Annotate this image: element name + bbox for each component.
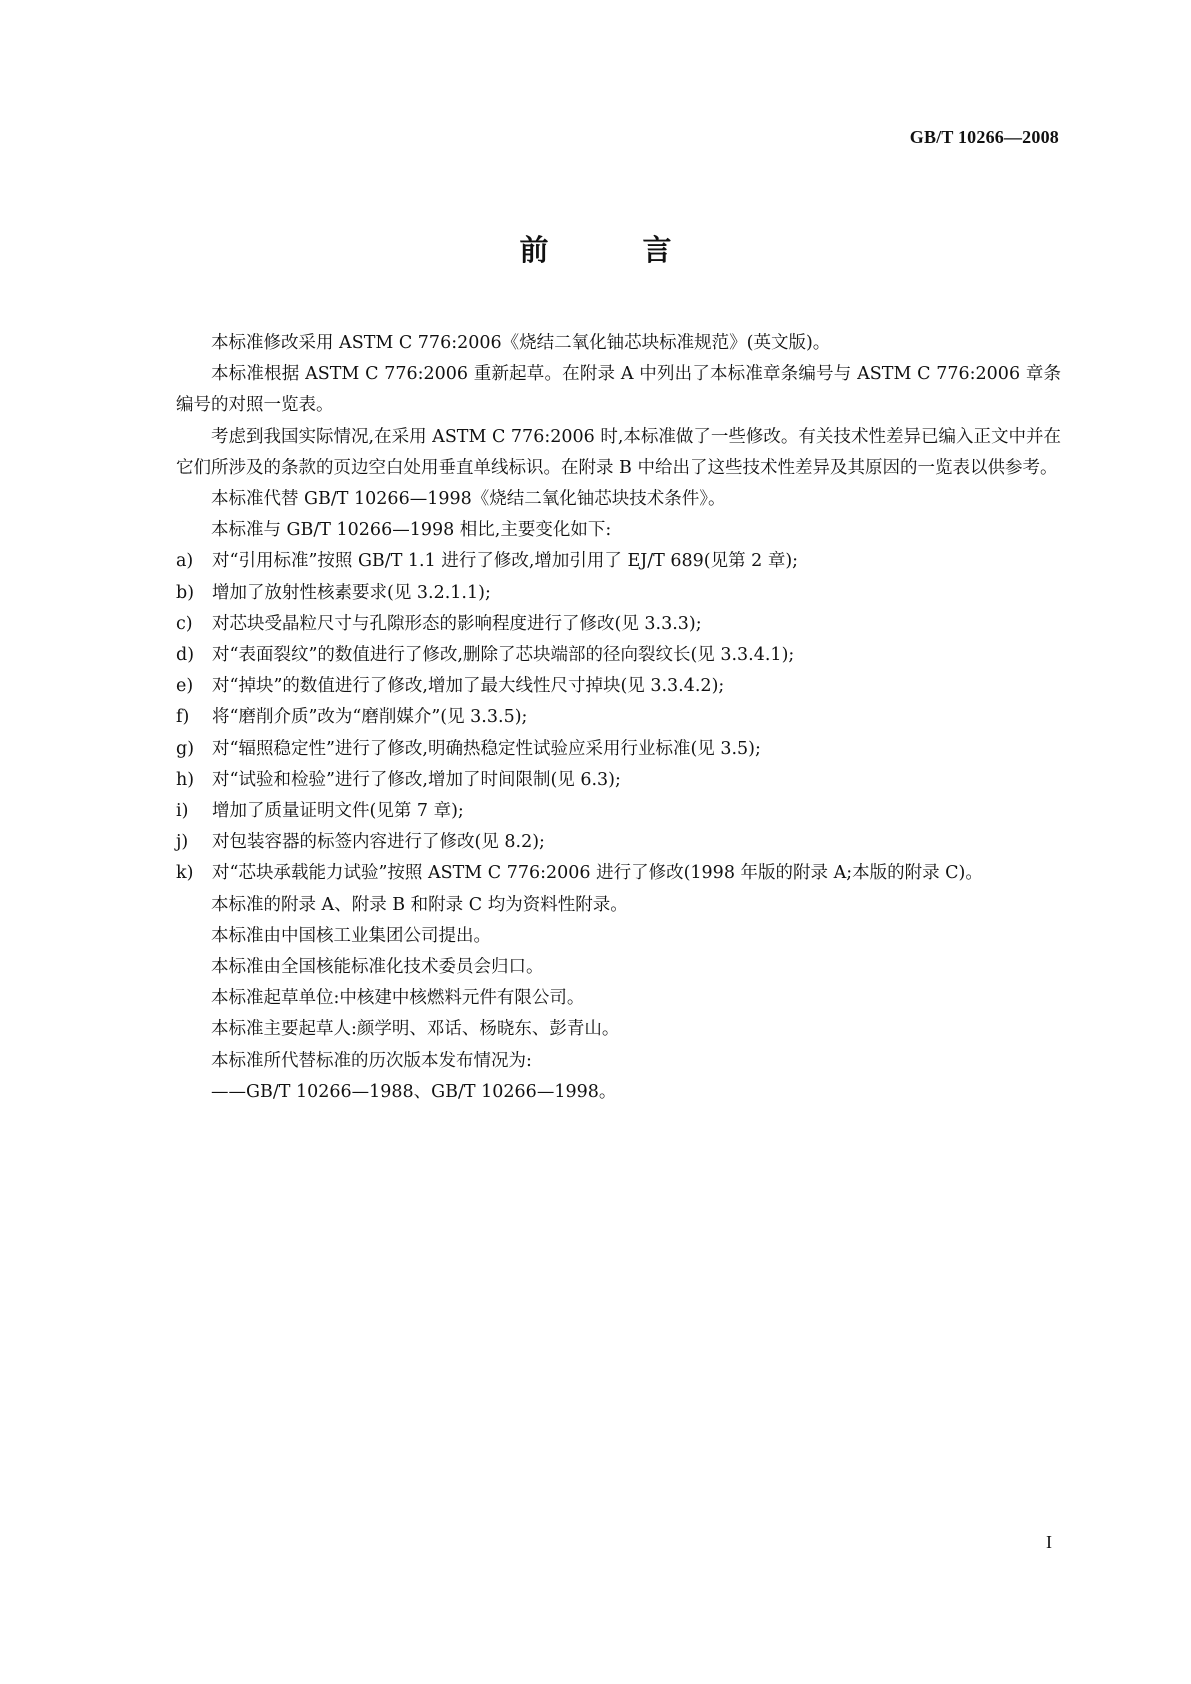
list-marker: j) (176, 832, 189, 853)
paragraph: 本标准代替 GB/T 10266—1998《烧结二氧化铀芯块技术条件》。 (211, 489, 726, 510)
paragraph: 考虑到我国实际情况,在采用 ASTM C 776:2006 时,本标准做了一些修改。有关技术性差异已编入正文中并在它们所涉及的条款的页边空白处用垂直单线标识。在附录 B 中给出了这些技术性差异及其原因的一览表以供参考。 (176, 426, 1061, 478)
list-item-text: 对“试验和检验”进行了修改,增加了时间限制(见 6.3); (212, 769, 621, 790)
list-item (176, 546, 1061, 577)
list-marker: i) (176, 801, 189, 822)
paragraph: 本标准由中国核工业集团公司提出。 (211, 925, 491, 946)
paragraph: 本标准起草单位:中核建中核燃料元件有限公司。 (211, 988, 585, 1009)
list-item-text: 对包装容器的标签内容进行了修改(见 8.2); (212, 832, 545, 853)
list-item (176, 609, 1061, 640)
foreword-body (176, 328, 1061, 1108)
list-marker: d) (176, 645, 195, 666)
page-number: I (1046, 1532, 1052, 1552)
list-marker: c) (176, 613, 193, 634)
page-title: 前 言 (519, 233, 714, 267)
paragraph: 本标准修改采用 ASTM C 776:2006《烧结二氧化铀芯块标准规范》(英文版)。 (211, 333, 831, 353)
list-item-text: 将“磨削介质”改为“磨削媒介”(见 3.3.5); (212, 707, 528, 728)
list-item (176, 827, 1061, 858)
list-item-text: 对“芯块承载能力试验”按照 ASTM C 776:2006 进行了修改(1998 年版的附录 A;本版的附录 C)。 (212, 863, 983, 884)
list-item (176, 671, 1061, 702)
list-item-text: 对“表面裂纹”的数值进行了修改,删除了芯块端部的径向裂纹长(见 3.3.4.1); (212, 645, 795, 666)
list-item-text: 对“辐照稳定性”进行了修改,明确热稳定性试验应采用行业标准(见 3.5); (212, 738, 761, 759)
list-marker: b) (176, 582, 195, 603)
list-item-text: 对“引用标准”按照 GB/T 1.1 进行了修改,增加引用了 EJ/T 689(见第 2 章); (212, 551, 799, 572)
list-item-text: 增加了质量证明文件(见第 7 章); (212, 801, 464, 822)
paragraph: 本标准主要起草人:颜学明、邓话、杨晓东、彭青山。 (211, 1019, 620, 1040)
list-item (176, 734, 1061, 765)
paragraph: 本标准根据 ASTM C 776:2006 重新起草。在附录 A 中列出了本标准章条编号与 ASTM C 776:2006 章条编号的对照一览表。 (176, 364, 1061, 416)
paragraph: 本标准的附录 A、附录 B 和附录 C 均为资料性附录。 (211, 894, 628, 915)
paragraph: 本标准由全国核能标准化技术委员会归口。 (211, 957, 544, 978)
list-item-text: 对芯块受晶粒尺寸与孔隙形态的影响程度进行了修改(见 3.3.3); (212, 613, 702, 634)
paragraph: ——GB/T 10266—1988、GB/T 10266—1998。 (211, 1081, 617, 1102)
list-marker: a) (176, 551, 194, 572)
list-item (176, 765, 1061, 796)
list-marker: f) (176, 707, 190, 728)
list-marker: k) (176, 863, 194, 884)
list-item-text: 对“掉块”的数值进行了修改,增加了最大线性尺寸掉块(见 3.3.4.2); (212, 676, 725, 697)
list-marker: h) (176, 769, 195, 790)
list-marker: g) (176, 738, 195, 759)
list-marker: e) (176, 676, 194, 697)
list-item (176, 578, 1061, 609)
standard-code-header: GB/T 10266—2008 (909, 127, 1059, 147)
paragraph: 本标准所代替标准的历次版本发布情况为: (211, 1050, 532, 1071)
list-item (176, 858, 1061, 889)
list-item (176, 640, 1061, 671)
list-item-text: 增加了放射性核素要求(见 3.2.1.1); (212, 582, 491, 603)
list-item (176, 702, 1061, 733)
paragraph: 本标准与 GB/T 10266—1998 相比,主要变化如下: (211, 520, 612, 541)
list-item (176, 796, 1061, 827)
